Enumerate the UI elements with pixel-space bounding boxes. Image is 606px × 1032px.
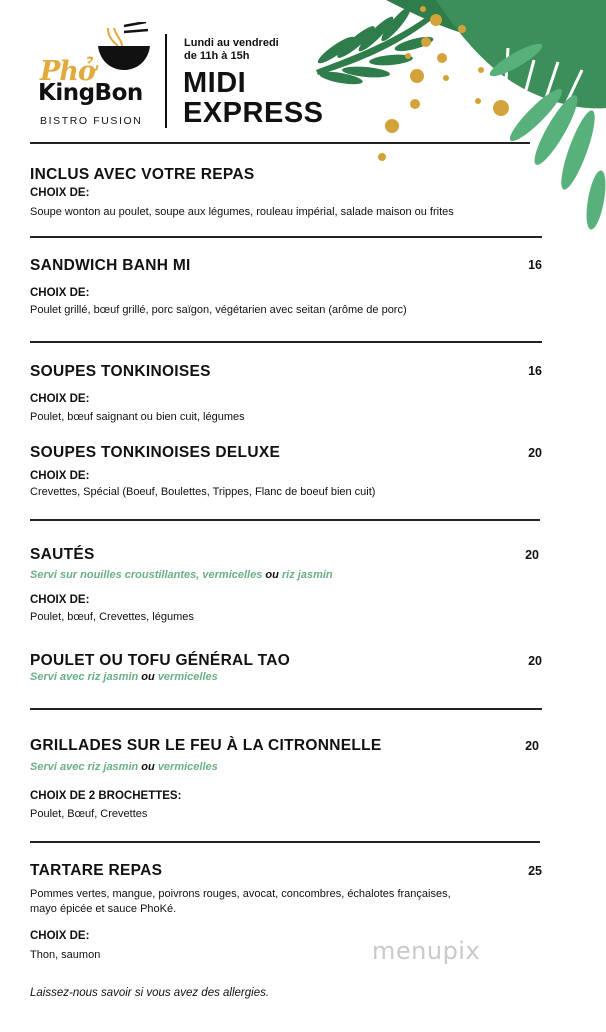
tartare-desc-line2: mayo épicée et sauce PhoKé. <box>30 903 177 915</box>
tartare-label: CHOIX DE: <box>30 930 90 942</box>
schedule <box>184 37 314 63</box>
header-divider <box>165 34 167 128</box>
title-line2: EXPRESS <box>183 97 324 129</box>
divider-2 <box>30 341 542 343</box>
divider-1 <box>30 236 542 238</box>
tartare-desc-line1: Pommes vertes, mangue, poivrons rouges, avocat, concombres, échalotes françaises, <box>30 888 451 900</box>
grillades-title: GRILLADES SUR LE FEU À LA CITRONNELLE <box>30 737 382 754</box>
brand-subtitle: BISTRO FUSION <box>40 115 143 127</box>
tonkinoises-title: SOUPES TONKINOISES <box>30 363 211 380</box>
tartare-price: 25 <box>528 864 542 878</box>
banhmi-title: SANDWICH BANH MI <box>30 257 191 274</box>
tonkinoises-label: CHOIX DE: <box>30 393 90 405</box>
grillades-sub-ou: ou <box>141 761 155 773</box>
allergy-note: Laissez-nous savoir si vous avez des allergies. <box>30 987 270 999</box>
tartare-title: TARTARE REPAS <box>30 862 163 879</box>
tonk-deluxe-text: Crevettes, Spécial (Boeuf, Boulettes, Trippes, Flanc de boeuf bien cuit) <box>30 486 376 498</box>
tonk-deluxe-label: CHOIX DE: <box>30 470 90 482</box>
dark-monstera-leaf <box>386 0 606 108</box>
grillades-price: 20 <box>525 739 539 753</box>
general-tao-sub-ou: ou <box>141 671 155 683</box>
sautes-price: 20 <box>525 548 539 562</box>
sautes-label: CHOIX DE: <box>30 594 90 606</box>
divider-4 <box>30 708 542 710</box>
grillades-subtitle <box>30 761 218 773</box>
grillades-sub-b: vermicelles <box>157 761 218 773</box>
tonkinoises-text: Poulet, bœuf saignant ou bien cuit, légumes <box>30 411 245 423</box>
inclus-label: CHOIX DE: <box>30 187 90 199</box>
grillades-sub-a: Servi avec riz jasmin <box>30 761 139 773</box>
sautes-sub-a: Servi sur nouilles croustillantes, vermicelles <box>30 569 263 581</box>
tonk-deluxe-title: SOUPES TONKINOISES DELUXE <box>30 444 281 461</box>
banhmi-label: CHOIX DE: <box>30 287 90 299</box>
schedule-hours: de 11h à 15h <box>184 50 250 62</box>
grillades-label: CHOIX DE 2 BROCHETTES: <box>30 790 182 802</box>
title-line1: MIDI <box>183 67 247 99</box>
sautes-text: Poulet, bœuf, Crevettes, légumes <box>30 611 194 623</box>
brand-kingbon: KingBon <box>38 80 143 106</box>
inclus-text: Soupe wonton au poulet, soupe aux légumes, rouleau impérial, salade maison ou frites <box>30 206 454 218</box>
schedule-days: Lundi au vendredi <box>184 37 279 49</box>
general-tao-sub-b: vermicelles <box>157 671 218 683</box>
divider-5 <box>30 841 540 843</box>
general-tao-price: 20 <box>528 654 542 668</box>
sautes-sub-ou: ou <box>265 569 279 581</box>
page-title <box>183 68 324 128</box>
banhmi-price: 16 <box>528 258 542 272</box>
tonkinoises-price: 16 <box>528 364 542 378</box>
banhmi-text: Poulet grillé, bœuf grillé, porc saïgon, végétarien avec seitan (arôme de porc) <box>30 304 407 316</box>
brand-pho: Phở <box>40 56 95 87</box>
sautes-sub-b: riz jasmin <box>281 569 333 581</box>
sautes-subtitle <box>30 569 333 581</box>
general-tao-subtitle <box>30 671 218 683</box>
grillades-text: Poulet, Bœuf, Crevettes <box>30 808 148 820</box>
tonk-deluxe-price: 20 <box>528 446 542 460</box>
pho-bowl-icon <box>94 22 154 72</box>
divider-3 <box>30 519 540 521</box>
inclus-title: INCLUS AVEC VOTRE REPAS <box>30 166 255 183</box>
general-tao-sub-a: Servi avec riz jasmin <box>30 671 139 683</box>
general-tao-title: POULET OU TOFU GÉNÉRAL TAO <box>30 652 291 669</box>
watermark: menupix <box>372 937 481 965</box>
tartare-text: Thon, saumon <box>30 949 101 961</box>
header-rule <box>30 142 530 144</box>
sautes-title: SAUTÉS <box>30 546 95 563</box>
